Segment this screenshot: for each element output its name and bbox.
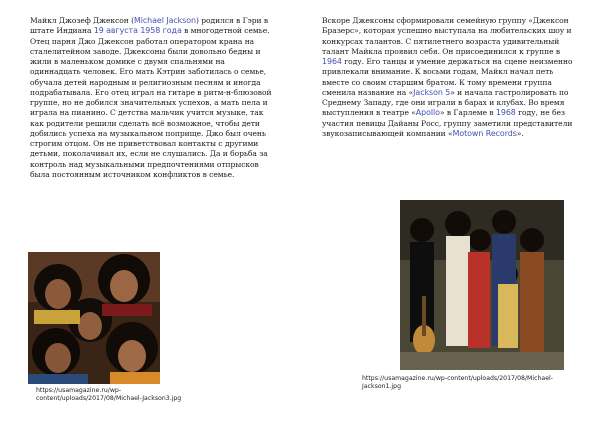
body-text-run: ) родился в Гэри в штате Индиана bbox=[30, 16, 269, 36]
left-photo-caption: https://usamagazine.ru/wp-content/uploads/2017/08/Michael-Jackson3.jpg bbox=[36, 387, 182, 402]
body-text-run: в многодетной семье. Отец парня Джо Джексон работал оператором крана на сталелитейном заводе. Джексоны были довольно бедны и жили в маленьком домике с двумя спальнями на одиннадцать человек. Его мать Кэтрин заботилась о семье, обучала детей народным и религиозным песням и иногда подрабатывала. Его отец играл на гитаре в ритм-н-блюзовой группе, но не добился значительных успехов, а мать пела и играла на пианино. С детства мальчик учится музыке, так как родители решили сделать всё возможное, чтобы дети добились успеха на музыкальном поприще. Джо был очень строгим отцом. Он не приветствовал контакты с другими детьми, поколачивал их, если не слушались. Да и борьба за контроль над музыкальными предпочтениями отпрысков была постоянным источником конфликтов в семье. bbox=[30, 26, 272, 179]
right-photo-caption: https://usamagazine.ru/wp-content/uploads/2017/08/Michael-Jackson1.jpg bbox=[362, 375, 553, 390]
highlighted-term: 1964 bbox=[322, 57, 342, 66]
body-text-run: году. Его танцы и умение держаться на сцене неизменно привлекали внимание. К восьми годам, Майкл начал петь вместе со своим старшим братом. К тому времени группа сменила название на « bbox=[322, 57, 573, 97]
highlighted-term: Michael Jackson bbox=[133, 16, 196, 25]
right-column-text bbox=[322, 16, 578, 139]
highlighted-term: Jackson 5 bbox=[413, 87, 451, 97]
body-text-run: » в Гарлеме в bbox=[439, 108, 496, 118]
highlighted-term: 1968 bbox=[495, 108, 516, 118]
body-text-run: Майкл Джозеф Джексон ( bbox=[30, 16, 134, 25]
highlighted-term: 19 августа 1958 года bbox=[93, 26, 182, 36]
body-text-run: году, не без участия певицы Дайаны Росс, группу заметили представители звукозаписывающей компании « bbox=[322, 108, 573, 138]
jackson-brothers-portrait-photo bbox=[28, 252, 160, 384]
body-text-run: Вскоре Джексоны сформировали семейную группу «Джексон Бразерс», которая успешно выступала на любительских шоу и конкурсах талантов. С пятилетнего возраста удивительный талант Майкла проявил себя. Он присоединился к группе в bbox=[322, 16, 572, 56]
highlighted-term: Apollo bbox=[415, 108, 440, 118]
left-column-text bbox=[30, 16, 272, 180]
body-text-run: ». bbox=[516, 128, 524, 138]
highlighted-term: Motown Records bbox=[452, 128, 517, 138]
body-text-run: » и начала гастролировать по Среднему Западу, где они играли в барах и клубах. Во время выступления в театре « bbox=[322, 87, 569, 118]
jackson-5-group-photo bbox=[400, 200, 564, 370]
